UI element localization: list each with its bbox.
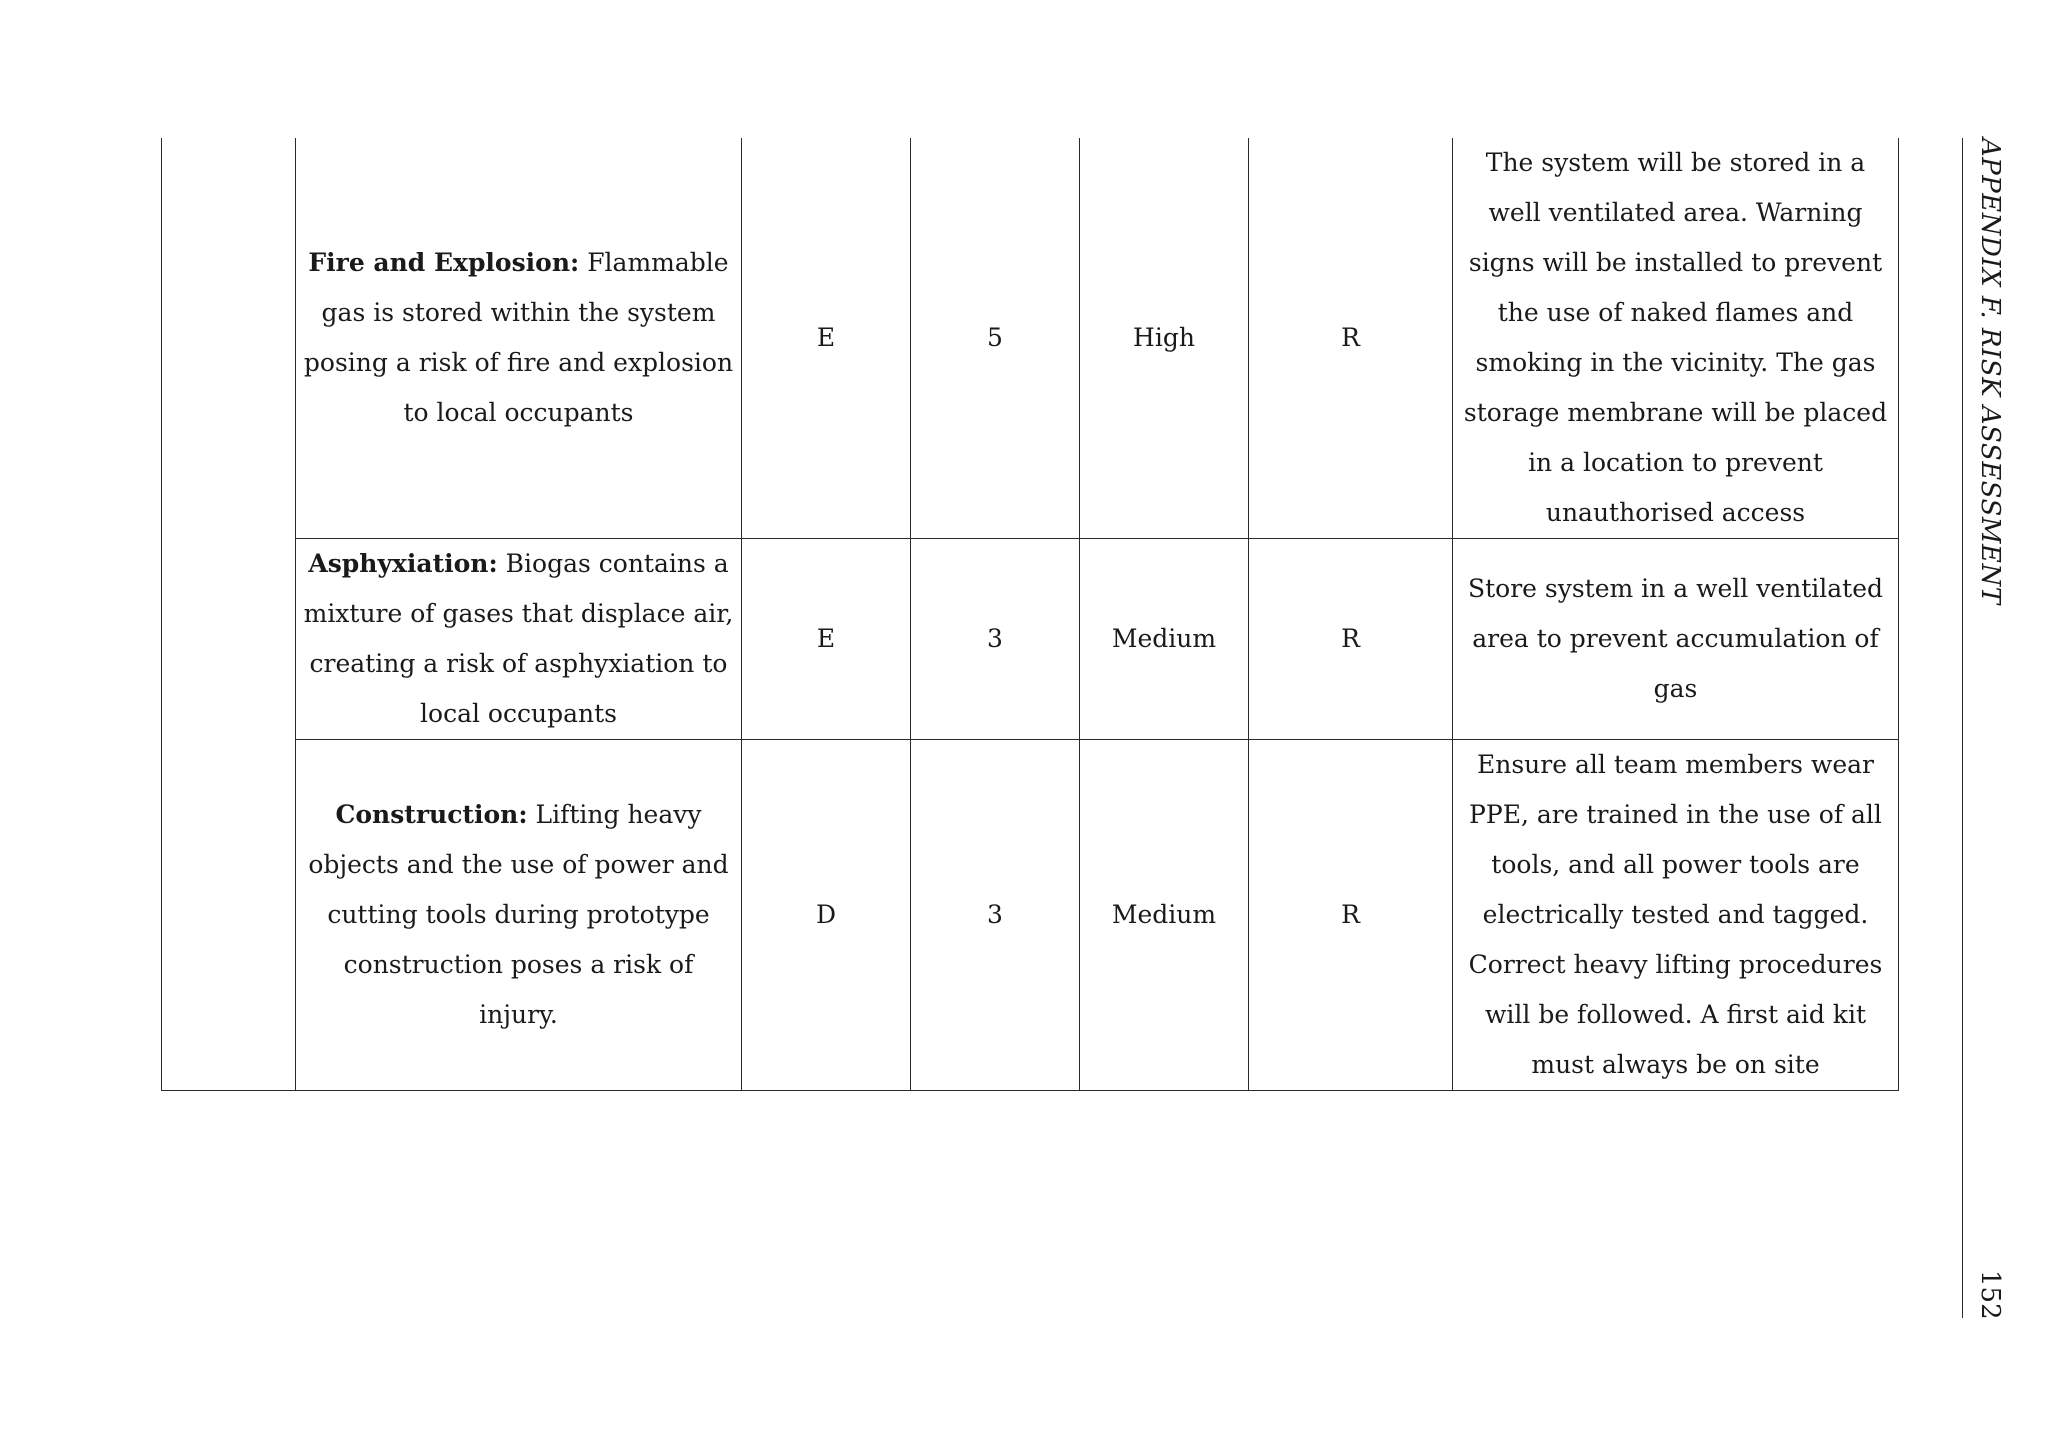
risk-assessment-table — [161, 138, 1899, 1091]
hazard-cell — [296, 539, 742, 740]
hazard-cell — [296, 138, 742, 539]
status-cell: R — [1249, 539, 1453, 740]
control-measures-cell: Store system in a well ventilated area to prevent accumulation of gas — [1453, 539, 1899, 740]
likelihood-cell: E — [742, 138, 911, 539]
control-measures-cell: Ensure all team members wear PPE, are trained in the use of all tools, and all power tools are electrically tested and tagged. Correct heavy lifting procedures will be followed. A first aid kit must always be on site — [1453, 740, 1899, 1091]
hazard-description: Biogas contains a mixture of gases that displace air, creating a risk of asphyxiation to local occupants — [303, 549, 734, 728]
hazard-name: Asphyxiation: — [308, 549, 498, 578]
risk-level-cell: High — [1080, 138, 1249, 539]
severity-cell: 3 — [911, 740, 1080, 1091]
status-cell: R — [1249, 138, 1453, 539]
risk-level-cell: Medium — [1080, 539, 1249, 740]
header-rule — [1962, 138, 1963, 1318]
table-row — [162, 740, 1899, 1091]
severity-cell: 3 — [911, 539, 1080, 740]
likelihood-cell: E — [742, 539, 911, 740]
hazard-description: Flammable gas is stored within the system posing a risk of fire and explosion to local occupants — [303, 248, 734, 427]
category-cell — [162, 138, 296, 1091]
control-measures-cell: The system will be stored in a well ventilated area. Warning signs will be installed to prevent the use of naked flames and smoking in the vicinity. The gas storage membrane will be placed in a location to prevent unauthorised access — [1453, 138, 1899, 539]
hazard-cell — [296, 740, 742, 1091]
hazard-description: Lifting heavy objects and the use of power and cutting tools during prototype construction poses a risk of injury. — [308, 800, 729, 1029]
risk-level-cell: Medium — [1080, 740, 1249, 1091]
hazard-name: Construction: — [335, 800, 528, 829]
running-header-title: APPENDIX F. RISK ASSESSMENT — [1975, 138, 2005, 605]
page-number: 152 — [1975, 1270, 2005, 1320]
likelihood-cell: D — [742, 740, 911, 1091]
table-row — [162, 539, 1899, 740]
table-row — [162, 138, 1899, 539]
status-cell: R — [1249, 740, 1453, 1091]
hazard-name: Fire and Explosion: — [308, 248, 580, 277]
severity-cell: 5 — [911, 138, 1080, 539]
